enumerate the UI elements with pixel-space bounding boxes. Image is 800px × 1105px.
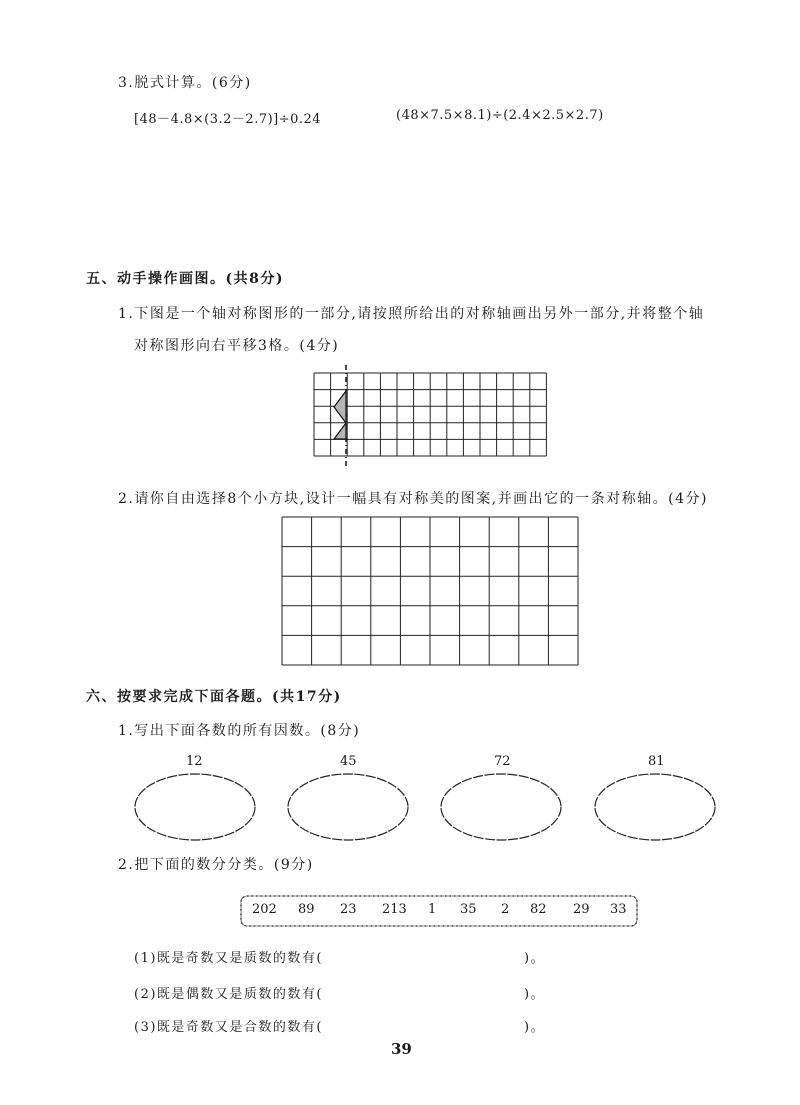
classify-number: 82 [530,902,547,917]
sub1-prefix: (1)既是奇数又是质数的数有( [134,951,323,966]
section-5-heading: 五、动手操作画图。(共8分) [86,271,284,287]
classify-number: 29 [573,902,590,917]
expression-2: (48×7.5×8.1)÷(2.4×2.5×2.7) [396,108,604,123]
sub3-suffix: )。 [524,1020,546,1035]
given-half-shape [334,391,346,423]
page-number: 39 [391,1040,412,1058]
s5-q2: 2.请你自由选择8个小方块,设计一幅具有对称美的图案,并画出它的一条对称轴。(4分) [118,491,708,507]
classify-number: 89 [298,902,315,917]
classify-number: 35 [460,902,477,917]
factor-ovals [130,772,730,842]
s5-q1-line2: 对称图形向右平移3格。(4分) [134,338,340,354]
factor-number-81: 81 [648,754,665,769]
sub3-prefix: (3)既是奇数又是合数的数有( [134,1020,323,1035]
sub3-answer-blank[interactable] [356,1014,516,1032]
sub2-prefix: (2)既是偶数又是质数的数有( [134,987,323,1002]
symmetry-grid[interactable] [312,371,550,473]
s5-q1-line1: 1.下图是一个轴对称图形的一部分,请按照所给出的对称轴画出另外一部分,并将整个轴 [118,306,705,322]
sub2-answer-blank[interactable] [356,981,516,999]
sub2-suffix: )。 [524,987,546,1002]
classify-number: 33 [610,902,627,917]
factor-number-45: 45 [340,754,357,769]
sub1-answer-blank[interactable] [356,945,516,963]
factor-number-12: 12 [186,754,203,769]
design-grid[interactable] [280,515,582,670]
factor-oval-72[interactable] [441,774,561,840]
factor-oval-45[interactable] [288,774,408,840]
classify-number: 2 [501,902,510,917]
classify-number: 202 [252,902,277,917]
classify-number: 23 [340,902,357,917]
sub1-suffix: )。 [524,951,546,966]
section-6-heading: 六、按要求完成下面各题。(共17分) [86,689,342,705]
given-half-shape-lower [334,423,346,439]
expression-1: [48－4.8×(3.2－2.7)]÷0.24 [134,112,322,127]
s6-q1: 1.写出下面各数的所有因数。(8分) [118,723,361,739]
classify-number: 1 [428,902,437,917]
factor-number-72: 72 [494,754,511,769]
factor-oval-81[interactable] [595,774,715,840]
s6-q2: 2.把下面的数分分类。(9分) [118,857,314,873]
q3-title: 3.脱式计算。(6分) [118,75,252,91]
classify-number: 213 [382,902,407,917]
factor-oval-12[interactable] [135,774,255,840]
